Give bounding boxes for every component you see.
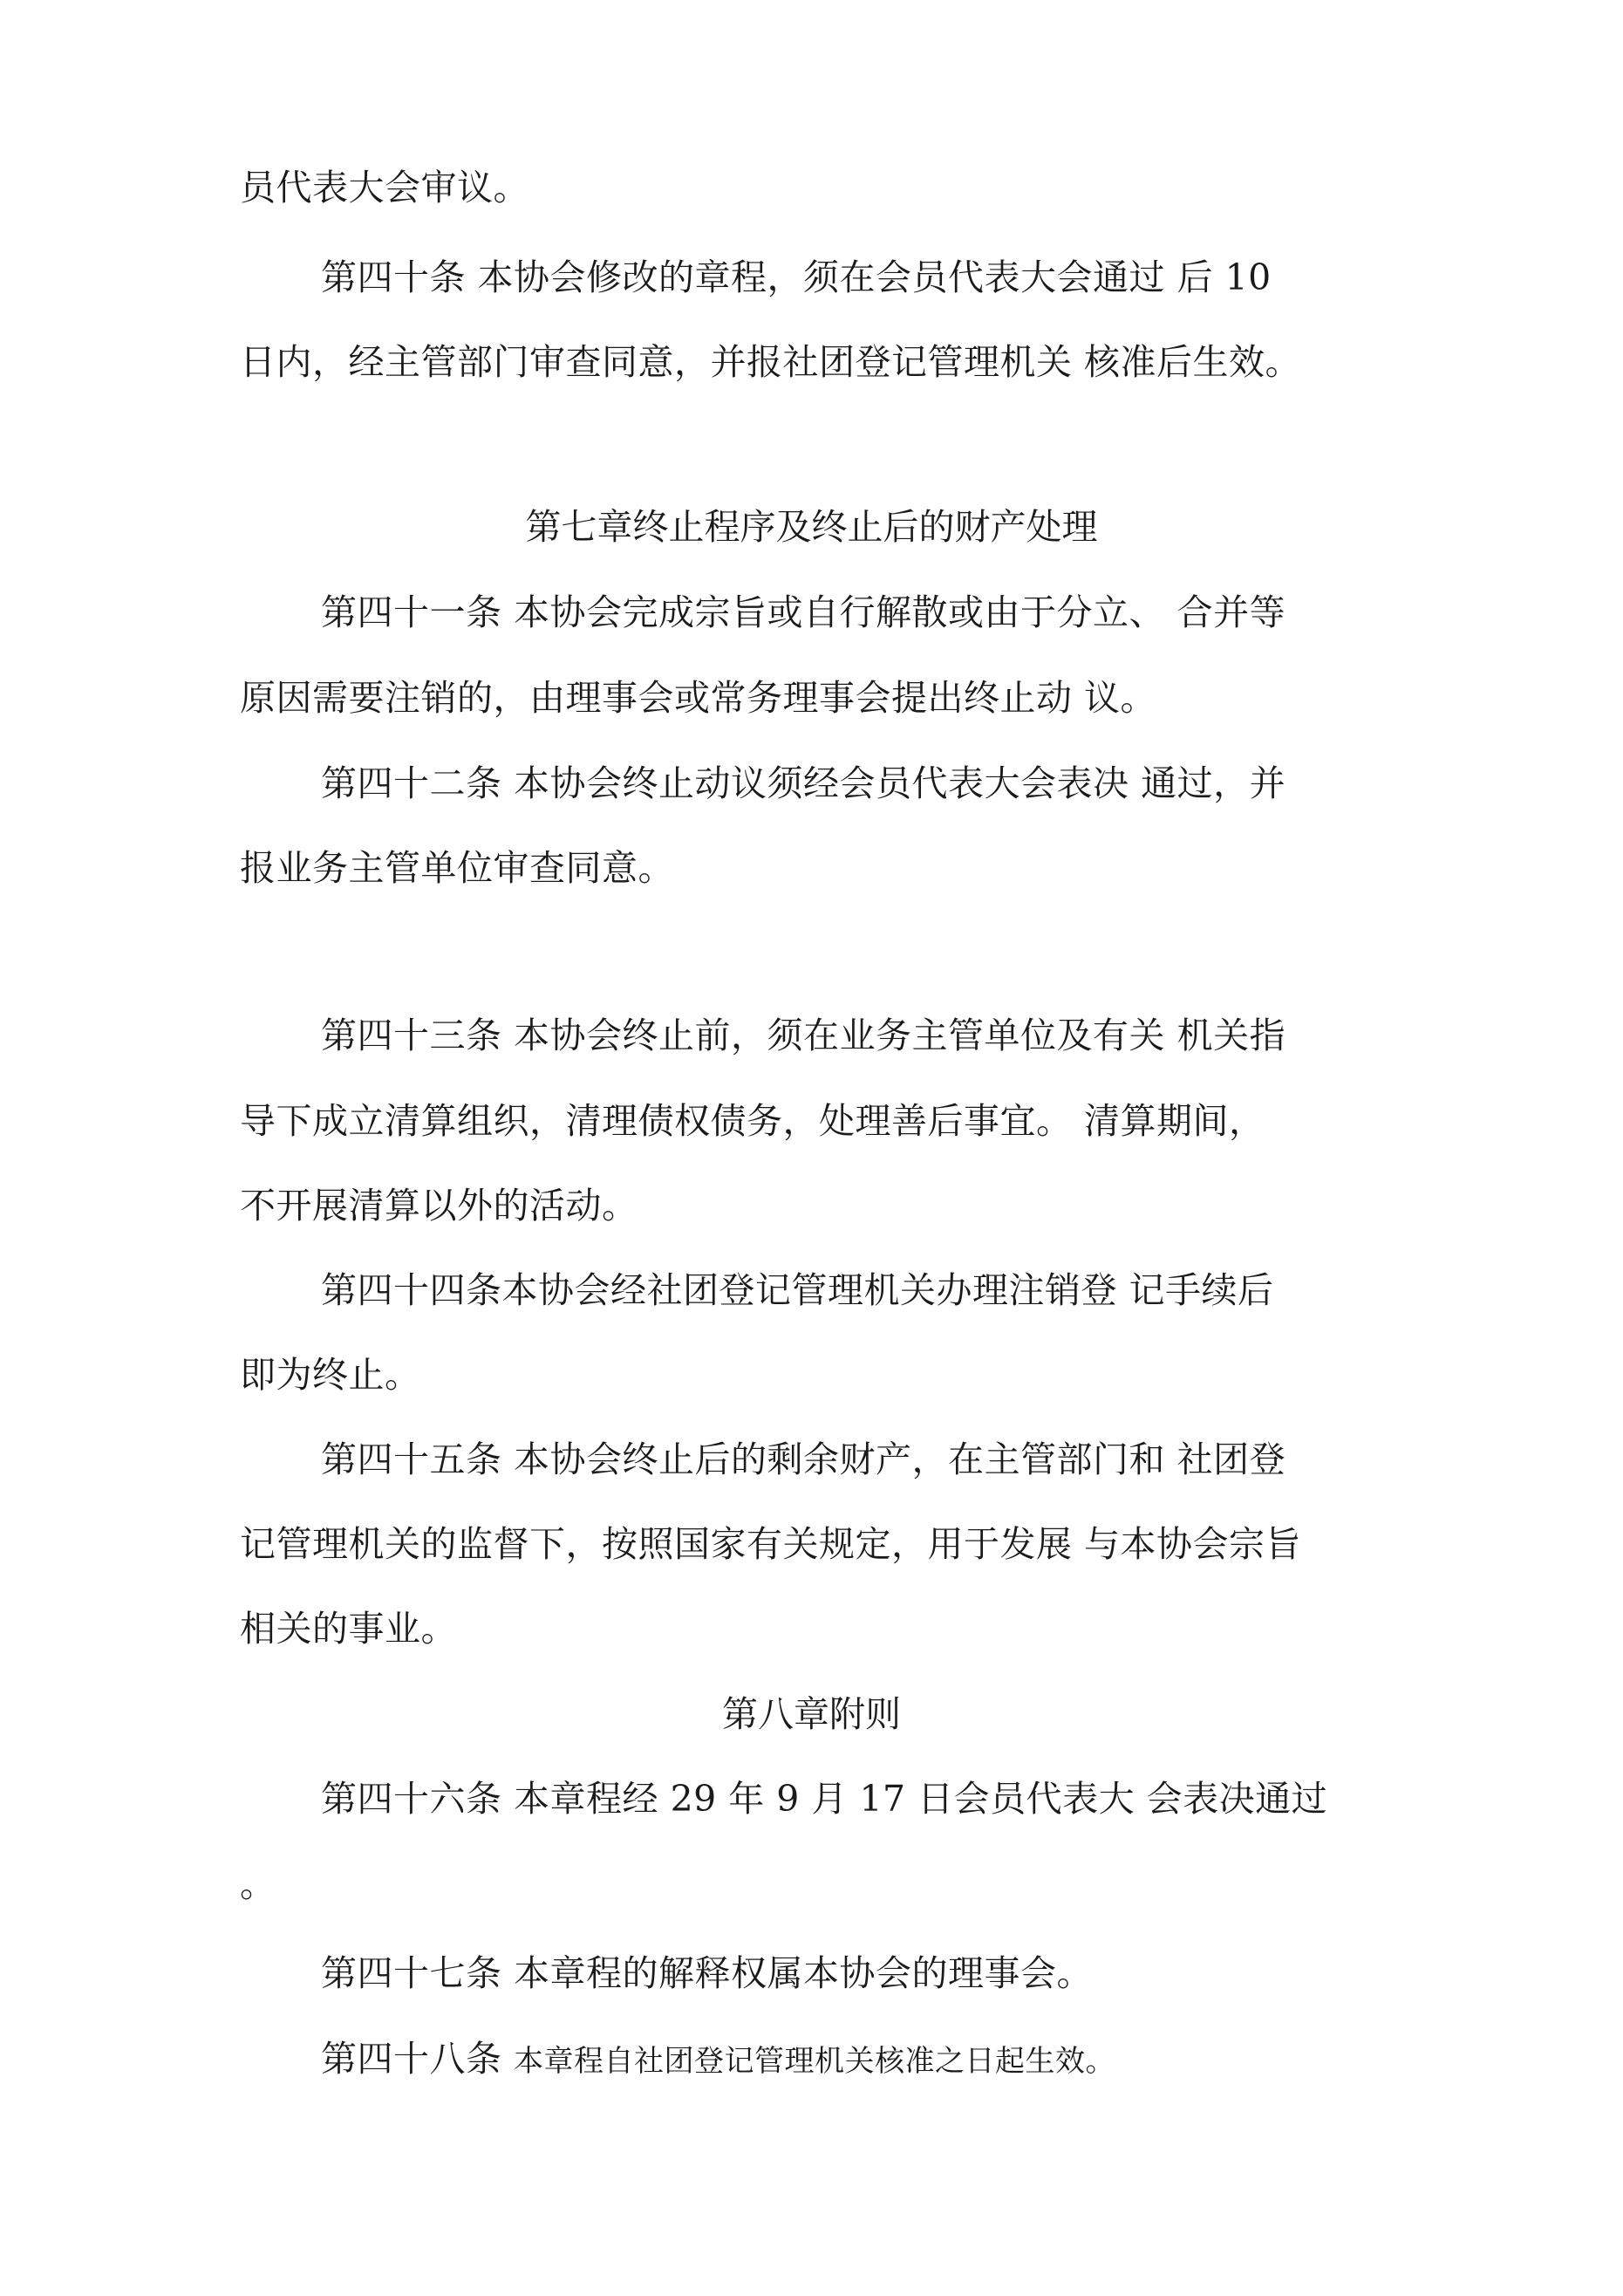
article-48-line-1	[321, 2033, 1115, 2088]
article-46-line-1: 第四十六条 本章程经 29 年 9 月 17 日会员代表大 会表决通过	[321, 1778, 1328, 1820]
article-40-line-1: 第四十条 本协会修改的章程，须在会员代表大会通过 后 10	[321, 256, 1272, 298]
article-47-line-1: 第四十七条 本章程的解释权属本协会的理事会。	[321, 1952, 1094, 1994]
article-42-line-1: 第四十二条 本协会终止动议须经会员代表大会表决 通过，并	[321, 762, 1286, 804]
chapter-8-heading: 第八章附则	[722, 1693, 901, 1735]
article-46-line-2: 。	[240, 1863, 276, 1905]
article-45-line-2: 记管理机关的监督下，按照国家有关规定，用于发展 与本协会宗旨	[240, 1523, 1302, 1565]
article-45-line-1: 第四十五条 本协会终止后的剩余财产，在主管部门和 社团登	[321, 1438, 1286, 1480]
article-43-line-1: 第四十三条 本协会终止前，须在业务主管单位及有关 机关指	[321, 1015, 1286, 1056]
article-42-line-2: 报业务主管单位审查同意。	[240, 847, 674, 889]
chapter-7-heading: 第七章终止程序及终止后的财产处理	[525, 506, 1098, 548]
article-41-line-1: 第四十一条 本协会完成宗旨或自行解散或由于分立、 合并等	[321, 591, 1286, 633]
article-40-line-2: 日内，经主管部门审查同意，并报社团登记管理机关 核准后生效。	[240, 341, 1302, 383]
article-48-label: 第四十八条	[321, 2038, 515, 2080]
article-44-line-2: 即为终止。	[240, 1354, 421, 1396]
article-41-line-2: 原因需要注销的，由理事会或常务理事会提出终止动 议。	[240, 677, 1157, 719]
article-45-line-3: 相关的事业。	[240, 1608, 457, 1650]
article-43-line-3: 不开展清算以外的活动。	[240, 1185, 638, 1227]
article-44-line-1: 第四十四条本协会经社团登记管理机关办理注销登 记手续后	[321, 1269, 1274, 1311]
paragraph-continuation: 员代表大会审议。	[240, 167, 529, 208]
article-43-line-2: 导下成立清算组织，清理债权债务，处理善后事宜。 清算期间，	[240, 1100, 1265, 1142]
article-48-text: 本章程自社团登记管理机关核准之日起生效。	[514, 2044, 1116, 2079]
